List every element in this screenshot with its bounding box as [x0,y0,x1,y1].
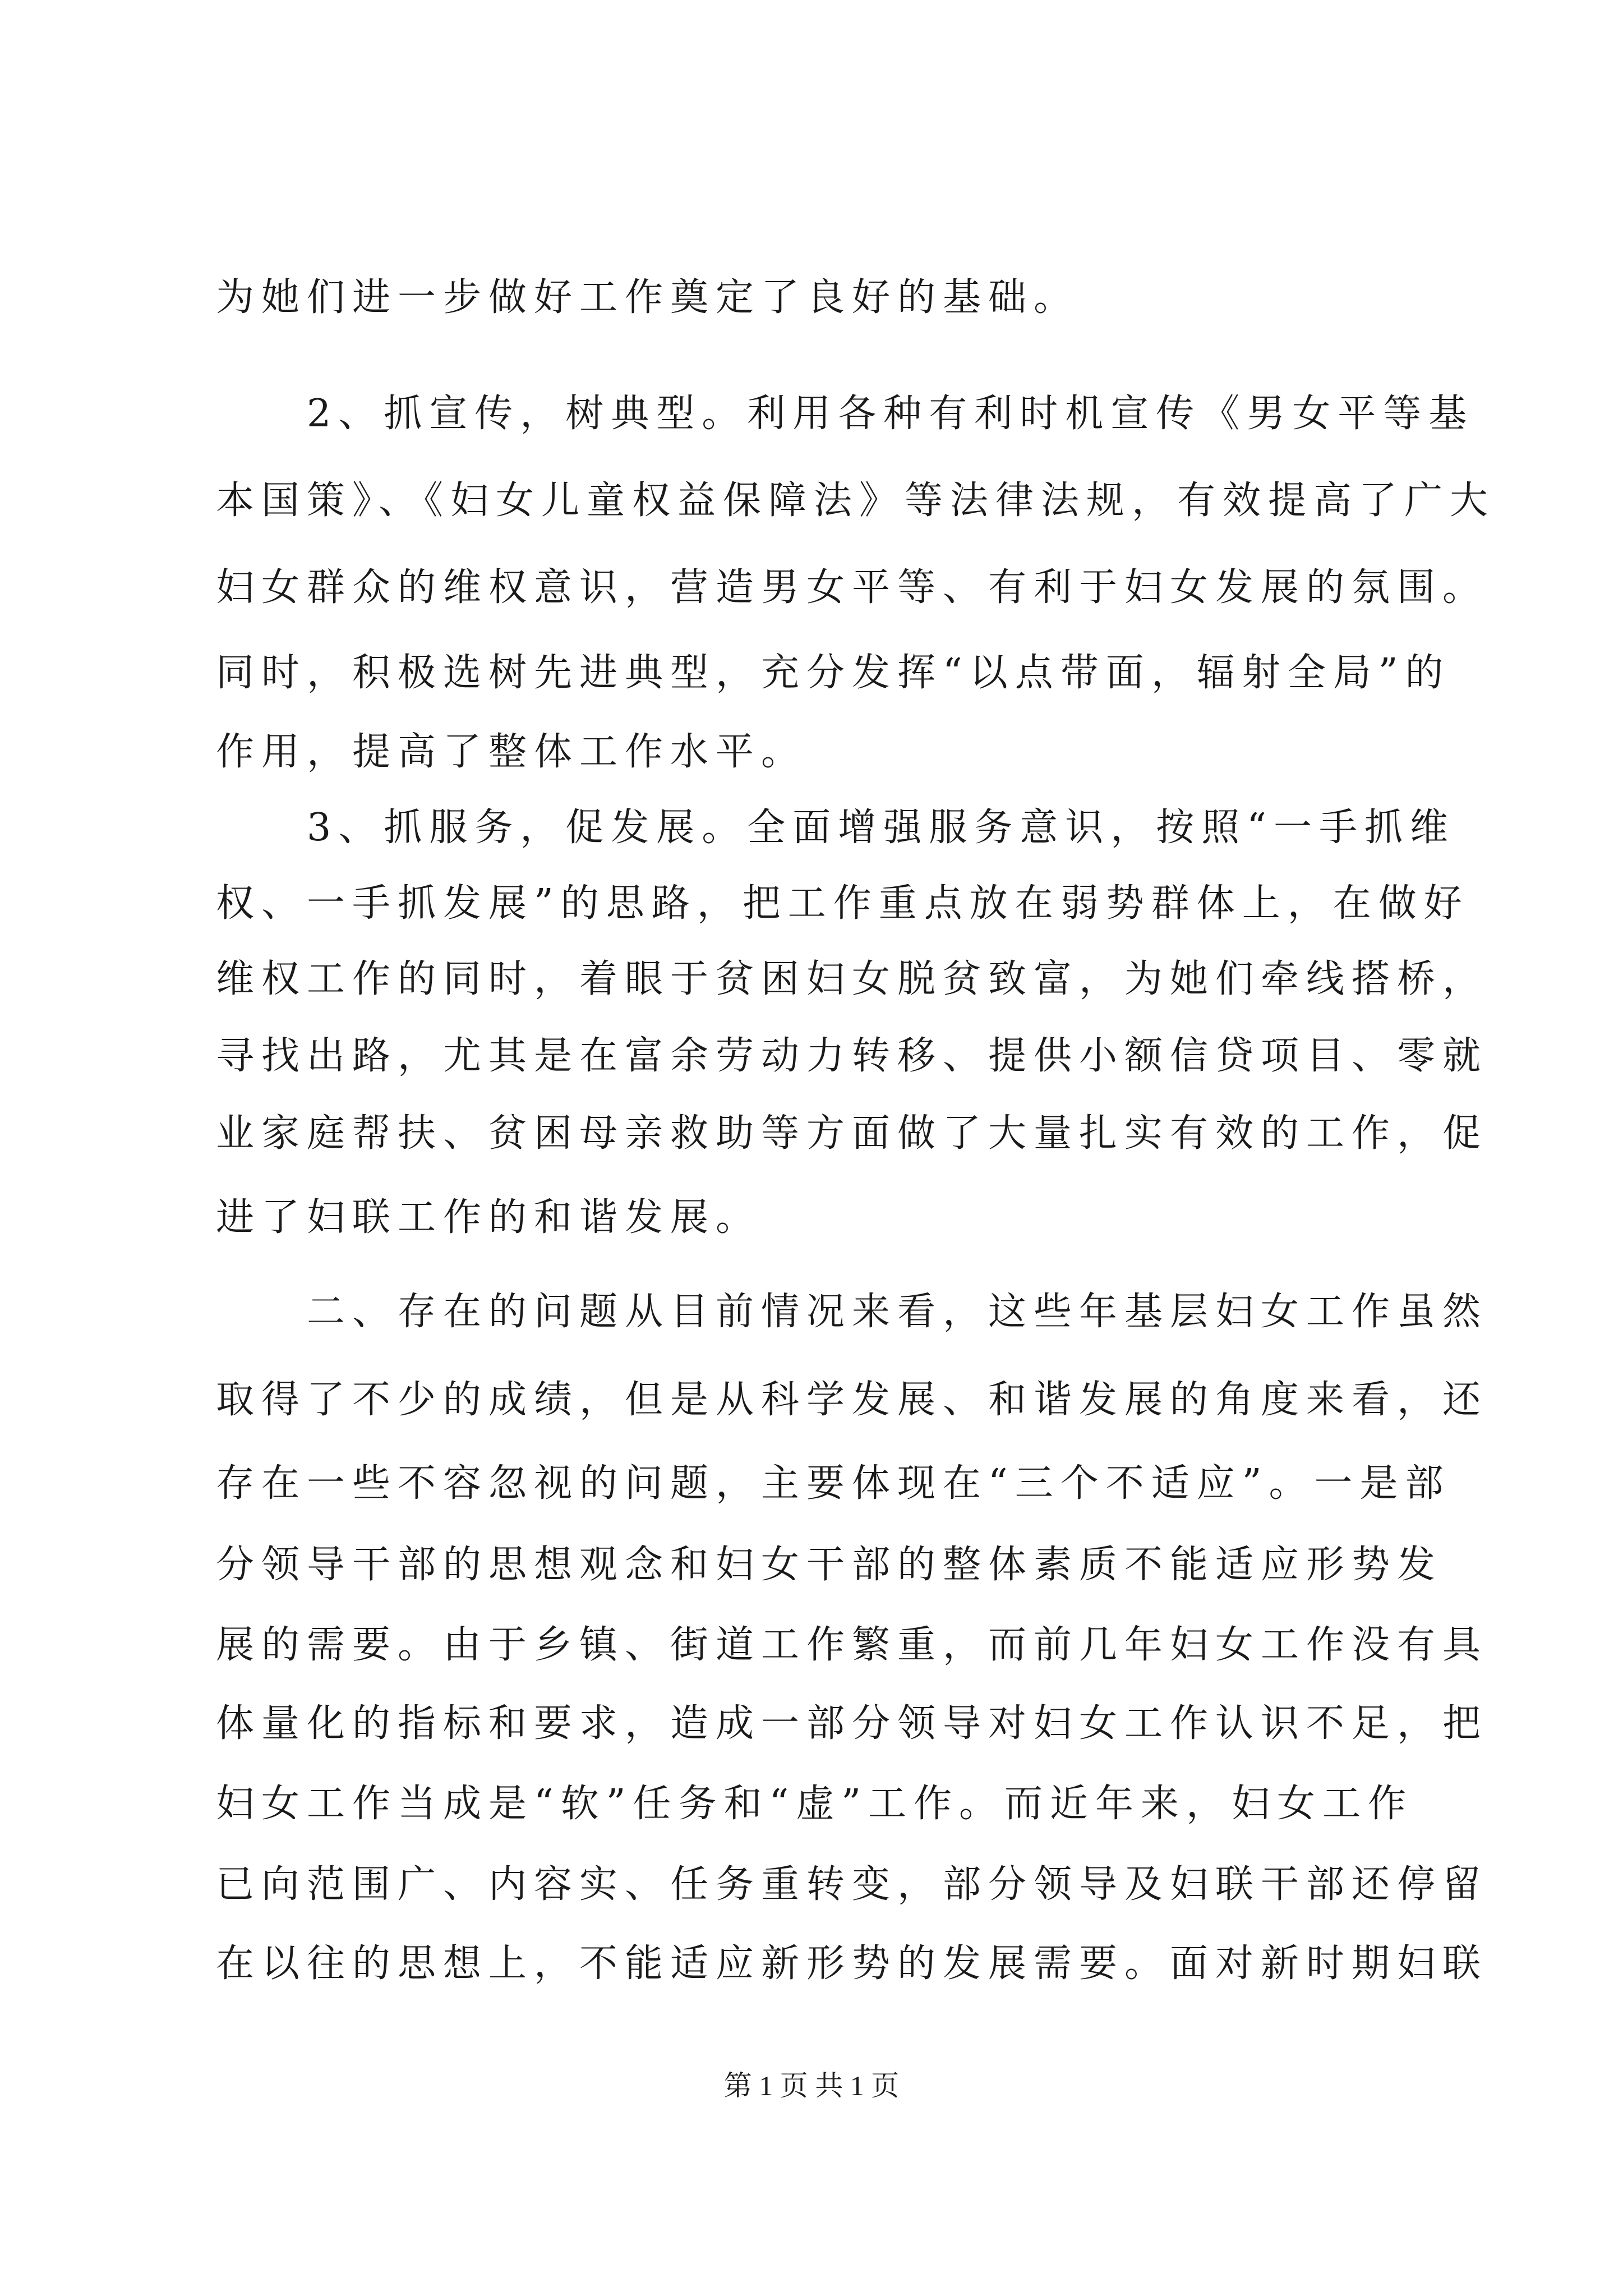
body-text-line: 存在一些不容忽视的问题，主要体现在“三个不适应”。一是部 [216,1461,1451,1506]
body-text-line: 在以往的思想上，不能适应新形势的发展需要。面对新时期妇联 [216,1941,1488,1986]
body-text-line: 进了妇联工作的和谐发展。 [216,1195,762,1240]
body-text-line: 取得了不少的成绩，但是从科学发展、和谐发展的角度来看，还 [216,1378,1488,1422]
body-text-line: 维权工作的同时，着眼于贫困妇女脱贫致富，为她们牵线搭桥， [216,957,1488,1001]
body-text-line: 已向范围广、内容实、任务重转变，部分领导及妇联干部还停留 [216,1862,1488,1907]
body-text-line: 二、存在的问题从目前情况来看，这些年基层妇女工作虽然 [216,1290,1488,1334]
body-text-line: 权、一手抓发展”的思路，把工作重点放在弱势群体上，在做好 [216,881,1469,926]
body-text-line: 分领导干部的思想观念和妇女干部的整体素质不能适应形势发 [216,1543,1443,1587]
body-text-line: 2、抓宣传，树典型。利用各种有利时机宣传《男女平等基 [216,392,1474,436]
body-text-line: 体量化的指标和要求，造成一部分领导对妇女工作认识不足，把 [216,1701,1488,1746]
body-text-line: 作用，提高了整体工作水平。 [216,730,807,774]
body-text-line: 展的需要。由于乡镇、街道工作繁重，而前几年妇女工作没有具 [216,1623,1488,1667]
body-text-line: 为她们进一步做好工作奠定了良好的基础。 [216,275,1080,320]
body-text-line: 本国策》、《妇女儿童权益保障法》等法律法规，有效提高了广大 [216,478,1496,523]
page-number-footer: 第 1 页 共 1 页 [723,2070,900,2101]
body-text-line: 寻找出路，尤其是在富余劳动力转移、提供小额信贷项目、零就 [216,1034,1488,1078]
body-text-line: 同时，积极选树先进典型，充分发挥“以点带面，辐射全局”的 [216,651,1451,695]
body-text-line: 妇女群众的维权意识，营造男女平等、有利于妇女发展的氛围。 [216,565,1488,610]
body-text-line: 业家庭帮扶、贫困母亲救助等方面做了大量扎实有效的工作，促 [216,1111,1488,1156]
body-text-line: 3、抓服务，促发展。全面增强服务意识，按照“一手抓维 [216,806,1456,850]
body-text-line: 妇女工作当成是“软”任务和“虚”工作。而近年来，妇女工作 [216,1782,1414,1826]
